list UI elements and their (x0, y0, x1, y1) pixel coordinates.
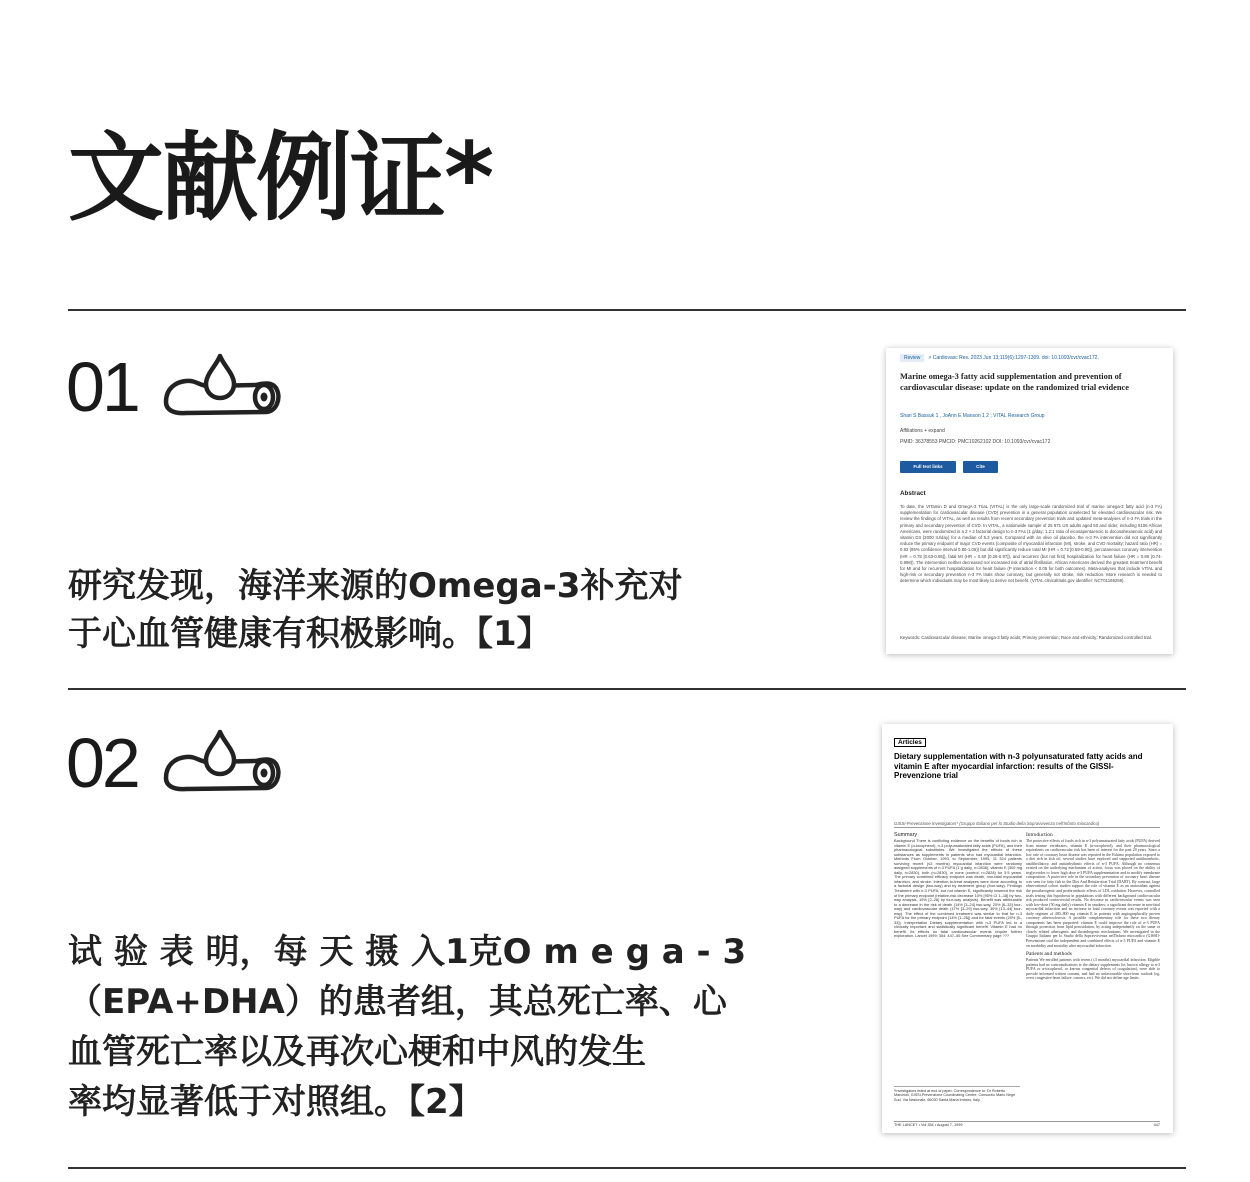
article-ids: PMID: 36378553 PMCID: PMC10262102 DOI: 10.1093/cvr/cvac172 (900, 439, 1051, 445)
body-column: Introduction The protective effects of foods rich in n-3 polyunsaturated fatty acids (PUFA) derived from marine vertebrates, vitamin E (α-tocopherol), and their pharmacological equivalents on cardiovascular risk has been of interest for the past 20 years. Since a low rate of coronary heart disease was reported in the Eskimo population exposed to a diet rich in fish oil, several studies have explored and supported antithrombotic, antifibrillatory, and antiarrhythmic effects of n-3 PUFA. Although no consensus existed on the underlying mechanism of action, focus was placed on the ability of triglycerides to lower high dose n-3 PUFA supplementation and to modify membrane composition. A protective role in the secondary prevention of coronary heart disease was seen for fatty fish in the Diet And Reinfarction Trial (DART). By contrast, large observational cohort studies support the role of vitamin E as an antioxidant against the proatherogenic and prothrombotic effects of LDL oxidation. However, controlled trials testing this hypothesis in populations with different background cardiovascular risk produced controversial results. No decrease in cardiovascular events was seen with low-dose (50 mg daily) vitamin E in smokers; a significant decrease in non-fatal myocardial infarction and an increase in fatal coronary events was reported with a daily regimen of 400–800 mg vitamin E in patients with angiographically proven coronary atherosclerosis. A possible complementary role for these two dietary components has been purported: vitamin E could improve the role of n-3 PUFA through protection from lipid peroxidation, by acting independently on the same or closely related atherogenic and thrombogenic mechanisms. We investigated in the Gruppo Italiano per lo Studio della Sopravvivenza nell'Infarto miocardico (GISSI)-Prevenzione trial the independent and combined effects of n-3 PUFA and vitamin E on morbidity and mortality after myocardial infarction. Patients and methods Patients We enrolled patients with recent (≤3 months) myocardial infarction. Eligible patients had no contraindications to the dietary supplements (ie, known allergy to n-3 PUFA or α-tocopherol, or known congenital defects of coagulation), were able to provide informed written consent, and had no unfavourable short-term outlook (eg, overt congestive heart failure, cancers, etc). We did not define age limits. (1026, 832, 1160, 981)
paper-thumbnail-pubmed: Review > Cardiovasc Res. 2023 Jun 13;119(6):1297-1309. doi: 10.1093/cvr/cvac172. Marine omega-3 fatty acid supplementation and prevention of cardiovascular disease: update on the randomized trial evidence Shari S Bassuk 1 , JoAnn E Manson 1 2 ; VITAL Research Group Affiliations + expand PMID: 36378553 PMCID: PMC10262102 DOI: 10.1093/cvr/cvac172 Full text links Cite Abstract To date, the VITamin D and OmegA-3 TriaL (VITAL) is the only large-scale randomized trial of marine omega-3 fatty acid (n-3 FA) supplementation for cardiovascular disease (CVD) prevention in a general population unselected for elevated cardiovascular risk. We review the findings of VITAL, as well as results from recent secondary prevention trials and updated meta-analyses of n-3 FA trials in the primary and secondary prevention of CVD. In VITAL, a nationwide sample of 25 871 US adults aged 50 and older, including 5106 African Americans, were randomized in a 2 × 2 factorial design to n-3 FAs (1 g/day; 1.2:1 ratio of eicosapentaenoic to docosahexaenoic acid) and vitamin D3 (2000 IU/day) for a median of 5.3 years. Compared with an olive oil placebo, the n-3 FA intervention did not significantly reduce the primary endpoint of major CVD events (composite of myocardial infarction (MI), stroke, and CVD mortality; hazard ratio (HR) = 0.92 (95% confidence interval 0.80-1.06)) but did significantly reduce total MI (HR = 0.72 [0.59-0.90]), percutaneous coronary intervention (HR = 0.78 [0.63-0.95]), fatal MI (HR = 0.50 [0.26-0.97]), and recurrent (but not first) hospitalization for heart failure (HR = 0.86 (0.74-0.998)). The intervention neither decreased nor increased risk of atrial fibrillation. African Americans derived the greatest treatment benefit for MI and for recurrent hospitalization for heart failure (P interaction < 0.05 for both outcomes). Meta-analyses that include VITAL and high-risk or secondary prevention n-3 FA trials show coronary, but generally not stroke, risk reduction. More research is needed to determine which individuals may be most likely to derive net benefit. (VITAL clinicaltrials.gov identifier: NCT01169259). Keywords: Cardiovascular disease; Marine omega-3 fatty acids; Primary prevention; Race and ethnicity; Randomized controlled trial. (886, 348, 1173, 654)
summary-column: Summary Background There is conflicting evidence on the benefits of foods rich in vitamin E (α-tocopherol), n-3 polyunsaturated fatty acids (PUFA), and their pharmacological substitutes. We investigated the effects of these substances as supplements in patients who had myocardial infarction. Methods From October, 1993, to September, 1995, 11 324 patients surviving recent (≤3 months) myocardial infarction were randomly assigned supplements of n-3 PUFA (1 g daily, n=2836), vitamin E (300 mg daily, n=2830), both (n=2830), or none (control, n=2828) for 3·5 years. The primary combined efficacy endpoint was death, non-fatal myocardial infarction, and stroke. Intention-to-treat analyses were done according to a factorial design (two-way) and by treatment group (four-way). Findings Treatment with n-3 PUFA, but not vitamin E, significantly lowered the risk of the primary endpoint (relative-risk decrease 10% [95% CI 1–18] by two-way analysis, 15% [2–26] by four-way analysis). Benefit was attributable to a decrease in the risk of death (14% [3–24] two-way, 20% [6–33] four-way) and cardiovascular death (17% [3–29] two-way, 30% [13–44] four-way). The effect of the combined treatment was similar to that for n-3 PUFA for the primary endpoint (14% [1–26]) and for fatal events (20% [5–33]). Interpretation Dietary supplementation with n-3 PUFA led to a clinically important and statistically significant benefit. Vitamin E had no benefit. Its effects on fatal cardiovascular events require further exploration. Lancet 1999; 354: 447–55 See Commentary page ??? (894, 832, 1022, 939)
article-type-tag: Articles (894, 738, 926, 747)
divider (68, 688, 1186, 690)
section-description: 研究发现，海洋来源的Omega-3补充对 于心血管健康有积极影响。【1】 (68, 566, 683, 654)
section-description: 试 验 表 明，每 天 摄 入1克O m e g a - 3 （EPA+DHA）的患者组，其总死亡率、心 血管死亡率以及再次心梗和中风的发生 率均显著低于对照组。【2】 (68, 932, 747, 1122)
investigators: GISSI-Prevenzione Investigators* (Gruppo Italiano per lo Studio della Sopravvivenza nell'Infarto miocardico) (894, 821, 1160, 828)
oil-drop-fish-icon (160, 728, 284, 800)
section-number: 02 (66, 724, 138, 802)
abstract-text: To date, the VITamin D and OmegA-3 TriaL (VITAL) is the only large-scale randomized trial of marine omega-3 fatty acid (n-3 FA) supplementation for cardiovascular disease (CVD) prevention in a general population unselected for elevated cardiovascular risk. We review the findings of VITAL, as well as results from recent secondary prevention trials and updated meta-analyses of n-3 FA trials in the primary and secondary prevention of CVD. In VITAL, a nationwide sample of 25 871 US adults aged 50 and older, including 5106 African Americans, were randomized in a 2 × 2 factorial design to n-3 FAs (1 g/day; 1.2:1 ratio of eicosapentaenoic to docosahexaenoic acid) and vitamin D3 (2000 IU/day) for a median of 5.3 years. Compared with an olive oil placebo, the n-3 FA intervention did not significantly reduce the primary endpoint of major CVD events (composite of myocardial infarction (MI), stroke, and CVD mortality; hazard ratio (HR) = 0.92 (95% confidence interval 0.80-1.06)) but did significantly reduce total MI (HR = 0.72 [0.59-0.90]), percutaneous coronary intervention (HR = 0.78 [0.63-0.95]), fatal MI (HR = 0.50 [0.26-0.97]), and recurrent (but not first) hospitalization for heart failure (HR = 0.86 (0.74-0.998)). The intervention neither decreased nor increased risk of atrial fibrillation. African Americans derived the greatest treatment benefit for MI and for recurrent hospitalization for heart failure (P interaction < 0.05 for both outcomes). Meta-analyses that include VITAL and high-risk or secondary prevention n-3 FA trials show coronary, but generally not stroke, risk reduction. More research is needed to determine which individuals may be most likely to derive net benefit. (VITAL clinicaltrials.gov identifier: NCT01169259). (900, 504, 1162, 584)
oil-drop-fish-icon (160, 352, 284, 424)
authors: Shari S Bassuk 1 , JoAnn E Manson 1 2 ; VITAL Research Group (900, 413, 1045, 419)
full-text-button: Full text links (900, 461, 956, 473)
divider (68, 309, 1186, 311)
divider (68, 1167, 1186, 1169)
section-number: 01 (66, 348, 138, 426)
article-title: Dietary supplementation with n-3 polyunsaturated fatty acids and vitamin E after myocardial infarction: results of the GISSI-Prevenzione trial (894, 752, 1143, 780)
page-footer: THE LANCET • Vol 354 • August 7, 1999 447 (894, 1123, 1160, 1127)
cite-button: Cite (963, 461, 998, 473)
correspondence-note: *Investigators listed at end of paper. Correspondence to: Dr Roberto Marchioli, GISSI-Prevenzione Coordinating Centre, Consorzio Mario Negri Sud, Via Nazionale, 66030 Santa Maria Imbaro, Italy (894, 1086, 1020, 1102)
journal-source: Cardiovasc Res. 2023 Jun 13;119(6):1297-1309. doi: 10.1093/cvr/cvac172. (932, 355, 1099, 361)
article-type-tag: Review (900, 354, 924, 362)
abstract-heading: Abstract (900, 490, 926, 497)
article-title: Marine omega-3 fatty acid supplementation and prevention of cardiovascular disease: update on the randomized trial evidence (900, 372, 1129, 392)
affiliations: Affiliations + expand (900, 428, 945, 434)
keywords: Keywords: Cardiovascular disease; Marine omega-3 fatty acids; Primary prevention; Race and ethnicity; Randomized controlled trial. (900, 635, 1152, 640)
paper-thumbnail-lancet (882, 724, 1173, 1133)
page-title: 文献例证* (68, 122, 493, 234)
